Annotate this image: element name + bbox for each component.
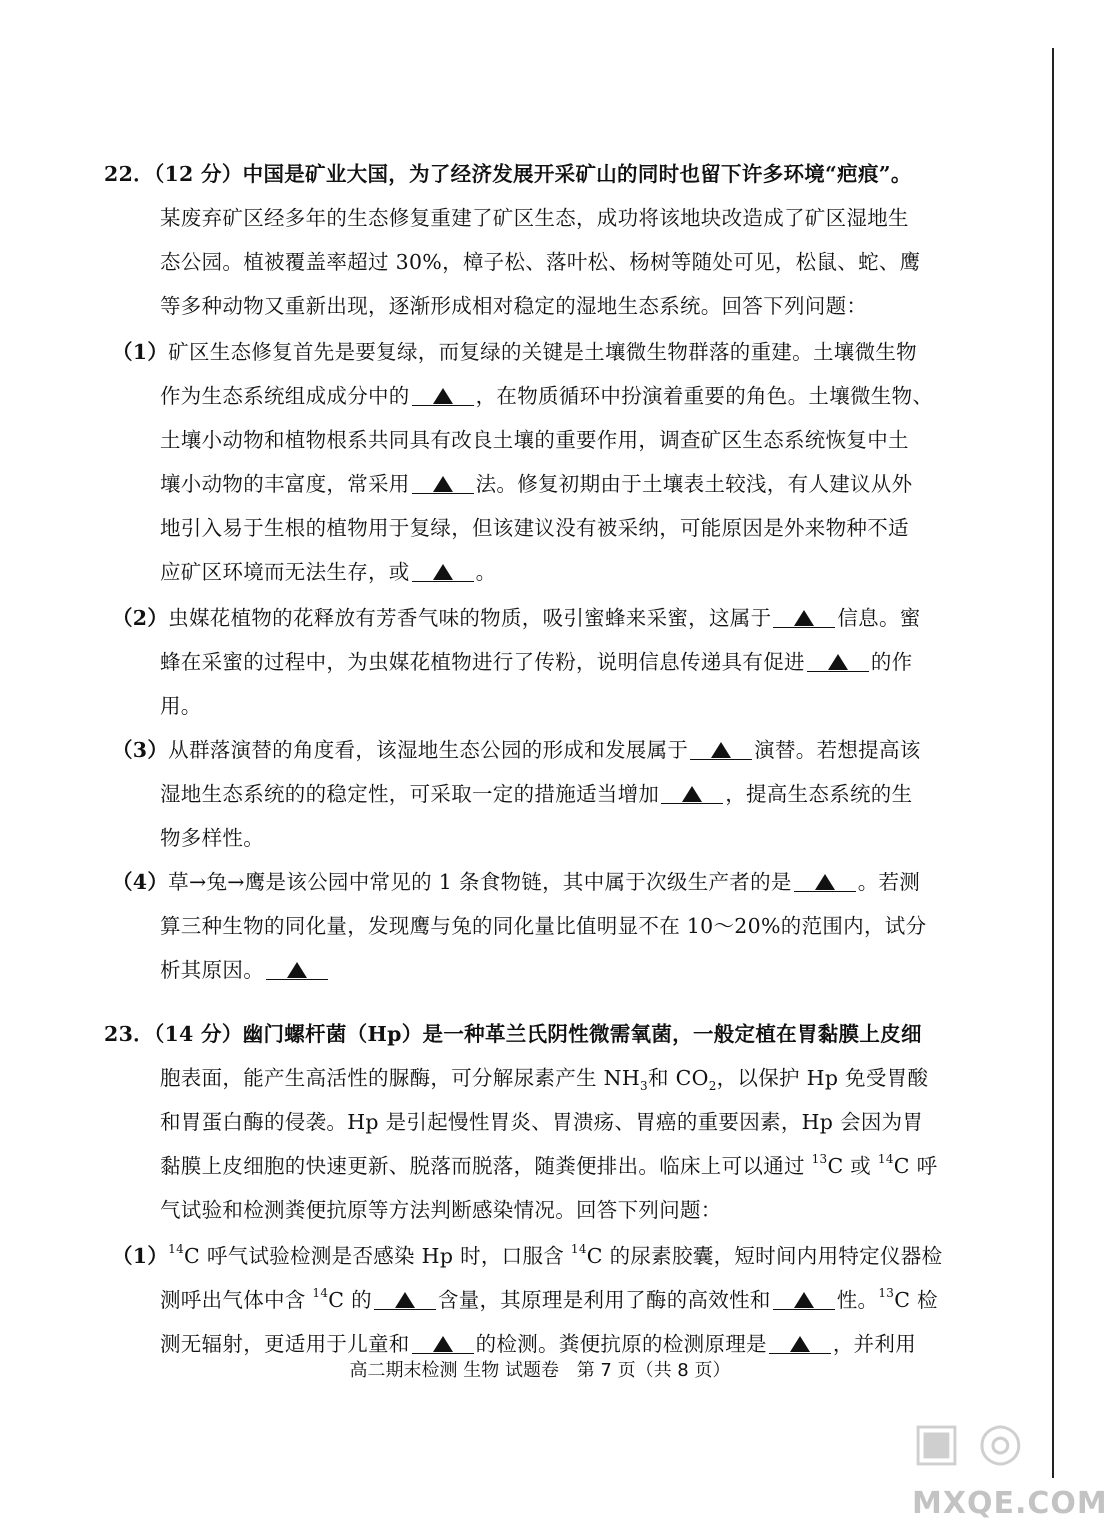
triangle-icon [828,654,848,670]
triangle-icon [395,1292,415,1308]
q22-number: 22． [104,162,154,186]
q23-line-5: 气试验和检测粪便抗原等方法判断感染情况。回答下列问题： [160,1198,722,1222]
q22-sub1-line-3: 土壤小动物和植物根系共同具有改良土壤的重要作用，调查矿区生态系统恢复中土 [160,428,909,452]
q23-line-1: 23．（14 分）幽门螺杆菌（Hp）是一种革兰氏阴性微需氧菌，一般定植在胃黏膜上皮细 [104,1022,922,1046]
answer-blank[interactable] [412,1331,474,1354]
answer-blank[interactable] [794,869,856,892]
q22-sub3-line-3: 物多样性。 [160,826,264,850]
answer-blank[interactable] [412,383,474,406]
triangle-icon [682,786,702,802]
page-footer [0,1356,1080,1382]
triangle-icon [711,742,731,758]
triangle-icon [433,1336,453,1352]
q22-sub1-line-1: （1）矿区生态修复首先是要复绿，而复绿的关键是土壤微生物群落的重建。土壤微生物 [112,340,917,364]
q22-sub4-line-2: 算三种生物的同化量，发现鹰与兔的同化量比值明显不在 10～20%的范围内，试分 [160,914,927,938]
answer-blank[interactable] [807,649,869,672]
watermark [912,1412,1108,1522]
footer-page-number: 第 7 页（共 8 页） [576,1360,731,1381]
answer-blank[interactable] [412,471,474,494]
q23-line-4: 黏膜上皮细胞的快速更新、脱落而脱落，随粪便排出。临床上可以通过 $^{13}$C 或 $^{14}$C 呼 [160,1152,938,1178]
q23-sub1-line-1: $(1)^{14}C$ 呼气试验检测是否感染 Hp 时，口服含 $^{14}$C 的尿素胶囊，短时间内用特定仪器检 [112,1242,943,1268]
q22-sub1-line-4: 壤小动物的丰富度，常采用 法。修复初期由于土壤表土较浅，有人建议从外 [160,472,913,496]
q23-number: 23． [104,1022,154,1046]
triangle-icon [815,874,835,890]
q22-sub3-line-2: 湿地生态系统的的稳定性，可采取一定的措施适当增加 ，提高生态系统的生 [160,782,913,806]
q23-line-2: 胞表面，能产生高活性的脲酶，可分解尿素产生 $NH_3$和 $CO_2$，以保护 Hp 免受胃酸 [160,1066,929,1094]
q22-sub2-line-3: 用。 [160,694,202,718]
answer-blank[interactable] [773,1287,835,1310]
answer-blank[interactable] [374,1287,436,1310]
triangle-icon [433,476,453,492]
q22-sub2-line-2: 蜂在采蜜的过程中，为虫媒花植物进行了传粉，说明信息传递具有促进 的作 [160,650,913,674]
q23-line-3: 和胃蛋白酶的侵袭。Hp 是引起慢性胃炎、胃溃疡、胃癌的重要因素，Hp 会因为胃 [160,1110,924,1134]
triangle-icon [287,962,307,978]
watermark-logo-icon: ▣ ◎ [912,1412,1024,1472]
q23-sub1-line-2: 测呼出气体中含 $^{14}$C 的 含量，其原理是利用了酶的高效性和 性。$^{13}$C 检 [160,1286,938,1312]
q22-sub3-line-1: （3）从群落演替的角度看，该湿地生态公园的形成和发展属于 演替。若想提高该 [112,738,921,762]
answer-blank[interactable] [412,559,474,582]
q22-sub4-line-1: （4）草→兔→鹰是该公园中常见的 1 条食物链，其中属于次级生产者的是 。若测 [112,870,921,894]
answer-blank[interactable] [661,781,723,804]
q23-score: （14 分） [153,1022,243,1046]
q22-sub2-line-1: （2）虫媒花植物的花释放有芳香气味的物质，吸引蜜蜂来采蜜，这属于 信息。蜜 [112,606,921,630]
triangle-icon [433,564,453,580]
triangle-icon [790,1336,810,1352]
q22-score: （12 分） [153,162,243,186]
triangle-icon [433,388,453,404]
q22-sub4-line-3: 析其原因。 [160,948,330,992]
q22-sub1-line-6: 应矿区环境而无法生存，或 。 [160,560,497,584]
q22-sub1-line-5: 地引入易于生根的植物用于复绿，但该建议没有被采纳，可能原因是外来物种不适 [160,516,909,540]
answer-blank[interactable] [773,605,835,628]
q22-sub1-line-2: 作为生态系统组成成分中的 ，在物质循环中扮演着重要的角色。土壤微生物、 [160,384,934,408]
answer-blank[interactable] [769,1331,831,1354]
triangle-icon [794,1292,814,1308]
triangle-icon [794,610,814,626]
q22-line-3: 态公园。植被覆盖率超过 30%，樟子松、落叶松、杨树等随处可见，松鼠、蛇、鹰 [160,250,921,274]
answer-blank[interactable] [266,957,328,980]
footer-title: 高二期末检测 生物 试题卷 [349,1360,559,1381]
q22-line-4: 等多种动物又重新出现，逐渐形成相对稳定的湿地生态系统。回答下列问题： [160,294,868,318]
watermark-text: MXQE.COM [912,1486,1108,1521]
q22-line-2: 某废弃矿区经多年的生态修复重建了矿区生态，成功将该地块改造成了矿区湿地生 [160,206,909,230]
q22-line-1: 22．（12 分）中国是矿业大国，为了经济发展开采矿山的同时也留下许多环境“疤痕”。 [104,162,912,186]
q23-sub1-line-3: 测无辐射，更适用于儿童和 的检测。粪便抗原的检测原理是 ，并利用 [160,1332,917,1356]
answer-blank[interactable] [690,737,752,760]
